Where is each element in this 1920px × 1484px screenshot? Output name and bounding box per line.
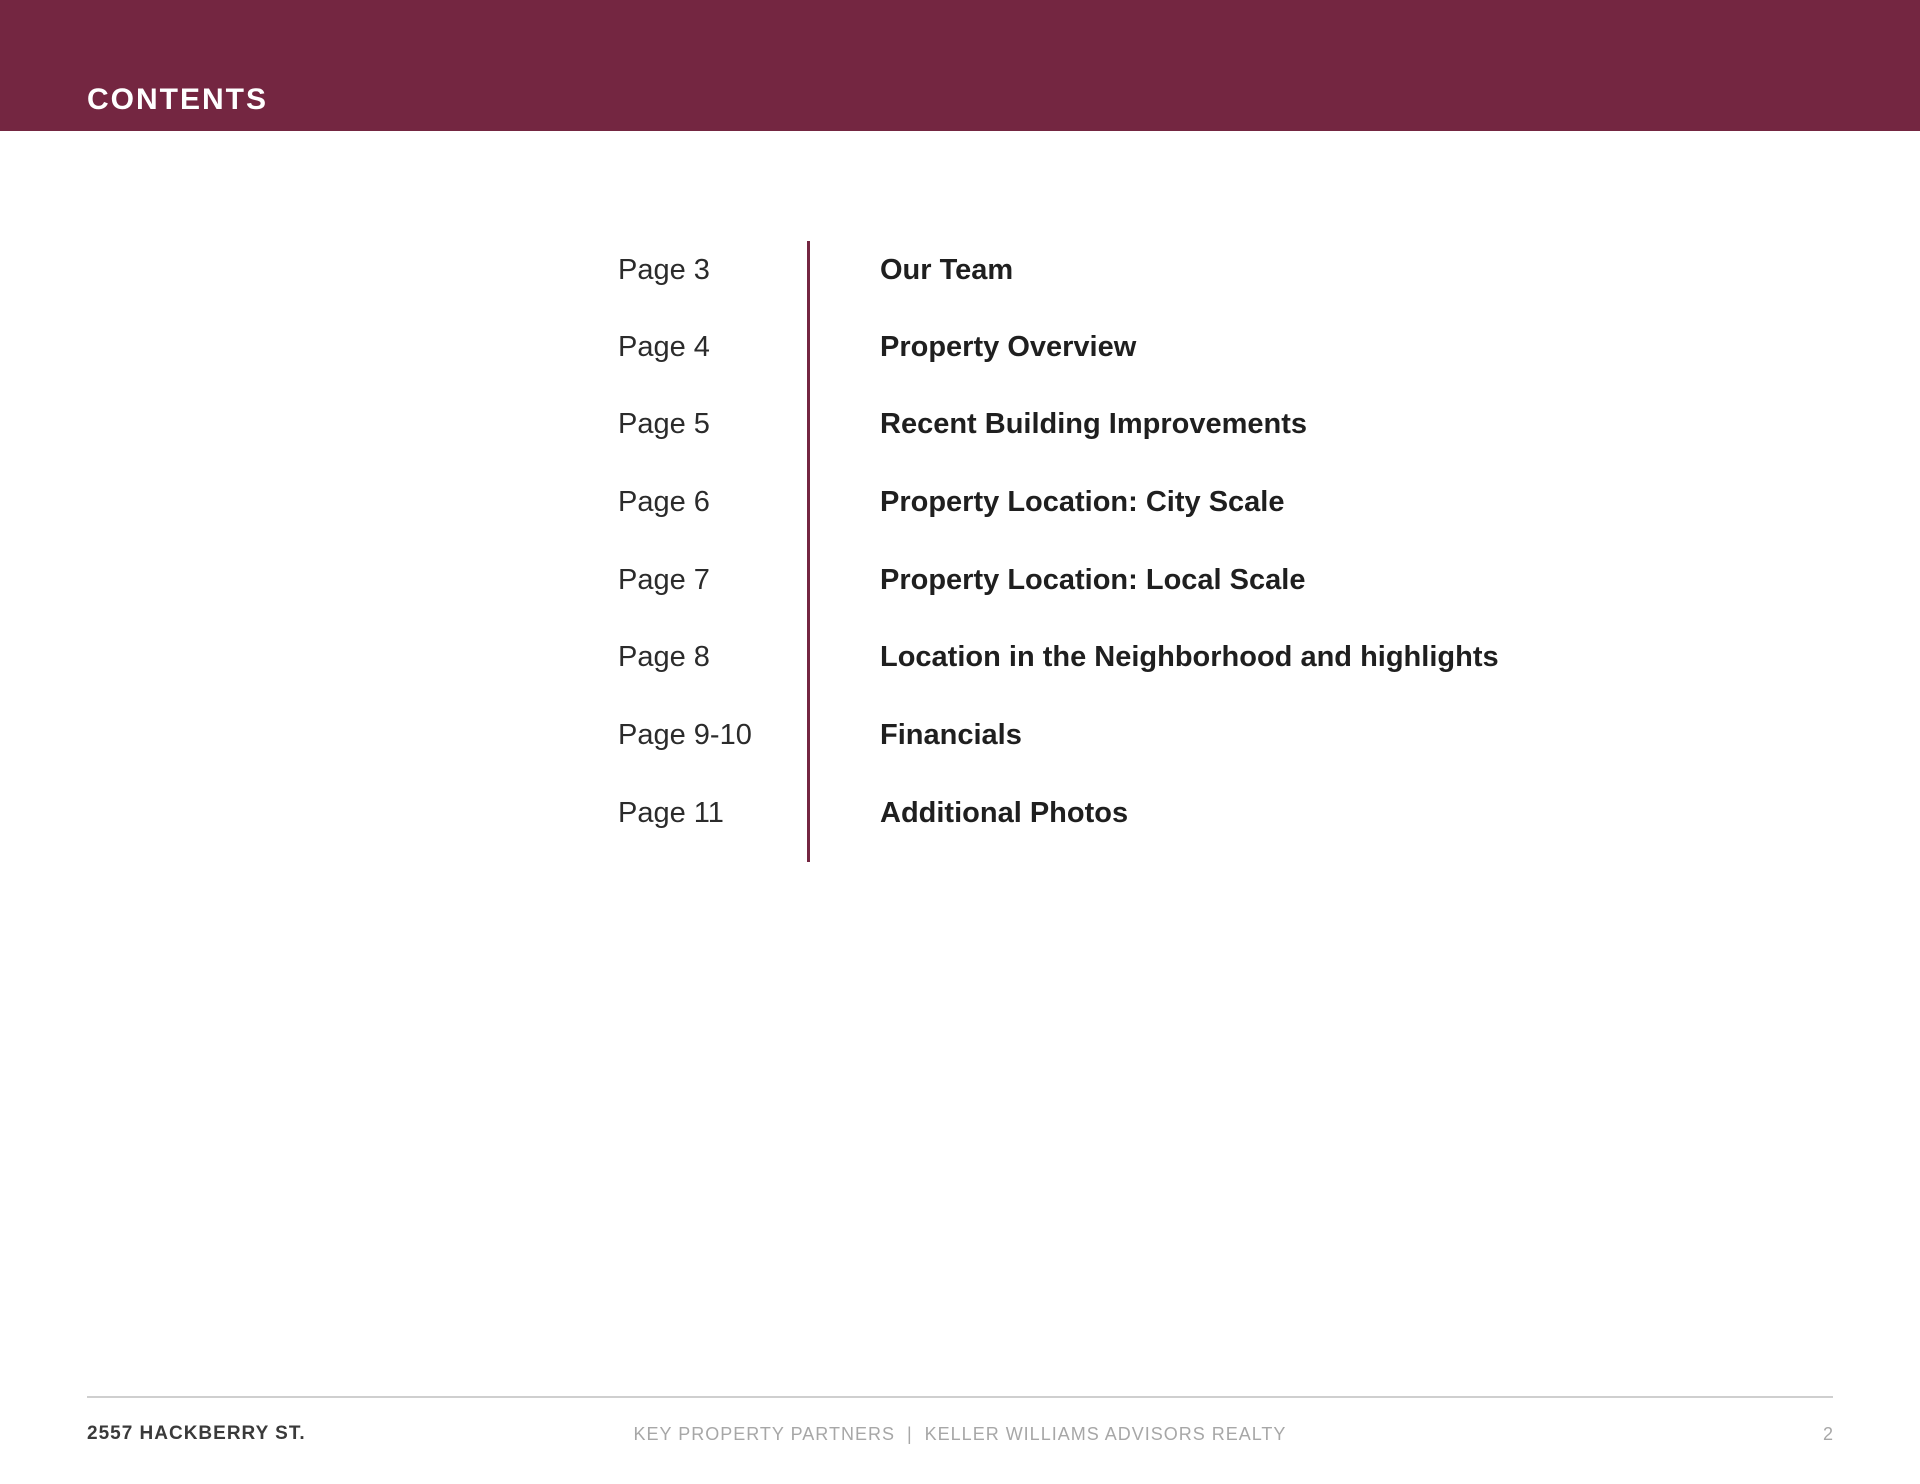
toc-section-title[interactable]: Property Overview [880, 331, 1137, 363]
toc-row[interactable] [0, 637, 1920, 677]
toc-section-title[interactable]: Property Location: Local Scale [880, 564, 1306, 596]
page-title: CONTENTS [87, 83, 268, 116]
footer-company: KEY PROPERTY PARTNERS [633, 1424, 895, 1444]
footer-address: 2557 HACKBERRY ST. [87, 1423, 306, 1444]
toc-row[interactable] [0, 715, 1920, 755]
toc-section-title[interactable]: Our Team [880, 254, 1014, 286]
footer-company-line [0, 1421, 1920, 1447]
toc-page-number: Page 11 [618, 797, 724, 829]
toc-section-title[interactable]: Financials [880, 719, 1022, 751]
toc-page-number: Page 6 [618, 486, 710, 518]
toc-page-number: Page 8 [618, 641, 710, 673]
toc-row[interactable] [0, 327, 1920, 367]
toc-row[interactable] [0, 560, 1920, 600]
footer-page-number: 2 [1822, 1424, 1833, 1444]
toc-row[interactable] [0, 793, 1920, 833]
toc-row[interactable] [0, 250, 1920, 290]
toc-row[interactable] [0, 482, 1920, 522]
toc-row[interactable] [0, 404, 1920, 444]
toc-page-number: Page 9-10 [618, 719, 752, 751]
toc-page-number: Page 5 [618, 408, 710, 440]
toc-page-number: Page 4 [618, 331, 710, 363]
footer-rule [87, 1396, 1833, 1398]
toc-section-title[interactable]: Property Location: City Scale [880, 486, 1285, 518]
toc-section-title[interactable]: Recent Building Improvements [880, 408, 1308, 440]
toc-page-number: Page 7 [618, 564, 710, 596]
toc-page-number: Page 3 [618, 254, 710, 286]
footer-brokerage: KELLER WILLIAMS ADVISORS REALTY [924, 1424, 1287, 1444]
toc-section-title[interactable]: Additional Photos [880, 797, 1129, 829]
toc-section-title[interactable]: Location in the Neighborhood and highlights [880, 641, 1499, 673]
footer-separator: | [906, 1424, 913, 1444]
